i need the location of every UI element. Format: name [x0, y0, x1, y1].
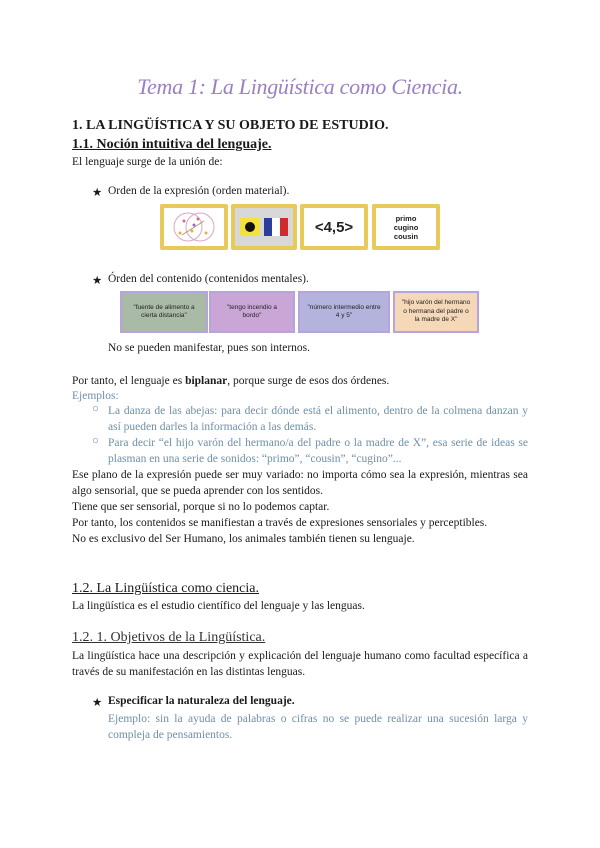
objective-1: Especificar la naturaleza del lenguaje.: [108, 695, 295, 707]
example-primo: Para decir “el hijo varón del hermano/a del padre o la madre de X”, esa serie de ideas se plasman en una serie de sonidos: “primo”, “cousin”, “cugino”...: [108, 437, 528, 465]
expression-tile-flags: [231, 204, 297, 250]
expression-tile-words: [372, 204, 440, 250]
word-cugino: cugino: [393, 222, 419, 232]
paragraph-animals: No es exclusivo del Ser Humano, los animales también tienen su lenguaje.: [72, 533, 415, 545]
expression-tile-number: <4,5>: [300, 204, 368, 250]
subsection-heading-1-2-text: 1.2. La Lingüística como ciencia.: [72, 581, 259, 596]
star-bullet-icon: ★: [92, 187, 103, 199]
subsection-heading-1-1: 1.1. Noción intuitiva del lenguaje.: [72, 137, 272, 152]
section-heading-1: 1. LA LINGÜÍSTICA Y SU OBJETO DE ESTUDIO.: [72, 118, 389, 133]
paragraph-contents: Por tanto, los contenidos se manifiestan a través de expresiones sensoriales y perceptibles.: [72, 517, 488, 529]
intro-text: El lenguaje surge de la unión de:: [72, 156, 223, 168]
biplanar-term: biplanar: [185, 375, 228, 387]
objective-1-example: Ejemplo: sin la ayuda de palabras o cifras no se puede realizar una sucesión larga y compleja de pensamientos.: [108, 713, 528, 741]
page-title: Tema 1: La Lingüística como Ciencia.: [137, 74, 463, 99]
circle-bullet-icon: ○: [92, 403, 99, 415]
flags-icon: [238, 214, 290, 240]
paragraph-expression-plane: Ese plano de la expresión puede ser muy variado: no importa cómo sea la expresión, mientras sea algo sensorial, que se pueda aprender con los sentidos.: [72, 469, 528, 497]
linguistics-definition: La lingüística es el estudio científico del lenguaje y las lenguas.: [72, 600, 365, 612]
biplanar-pre: Por tanto, el lenguaje es: [72, 375, 186, 387]
content-bullet: Órden del contenido (contenidos mentales).: [108, 273, 309, 285]
content-tile-4: "hijo varón del hermano o hermana del padre o la madre de X": [393, 291, 479, 333]
paragraph-sensorial: Tiene que ser sensorial, porque si no lo podemos captar.: [72, 501, 330, 513]
expression-bullet: Orden de la expresión (orden material).: [108, 185, 290, 197]
not-manifest-text: No se pueden manifestar, pues son internos.: [108, 342, 311, 354]
expression-tile-venn: [160, 204, 228, 250]
subsection-heading-1-2: [72, 581, 259, 597]
subsection-heading-1-2-1: 1.2. 1. Objetivos de la Lingüística.: [72, 630, 266, 645]
circle-bullet-icon: ○: [92, 435, 99, 447]
star-bullet-icon: ★: [92, 275, 103, 287]
word-cousin: cousin: [393, 231, 419, 241]
examples-label: Ejemplos:: [72, 390, 119, 402]
star-bullet-icon: ★: [92, 697, 103, 709]
biplanar-sentence: [72, 373, 528, 389]
objectives-paragraph: La lingüística hace una descripción y explicación del lenguaje humano como facultad específica a través de su manifestación en las distintas lenguas.: [72, 650, 528, 678]
content-tile-1: "fuente de alimento a cierta distancia": [120, 291, 208, 333]
content-tile-2: "tengo incendio a bordo": [209, 291, 295, 333]
biplanar-post: , porque surge de esos dos órdenes.: [227, 375, 390, 387]
venn-diagram-icon: [166, 209, 222, 245]
example-bees: La danza de las abejas: para decir dónde está el alimento, dentro de la colmena danzan y así pueden darles la información a las demás.: [108, 405, 528, 433]
word-primo: primo: [395, 213, 417, 223]
content-tile-3: "número intermedio entre 4 y 5": [298, 291, 390, 333]
